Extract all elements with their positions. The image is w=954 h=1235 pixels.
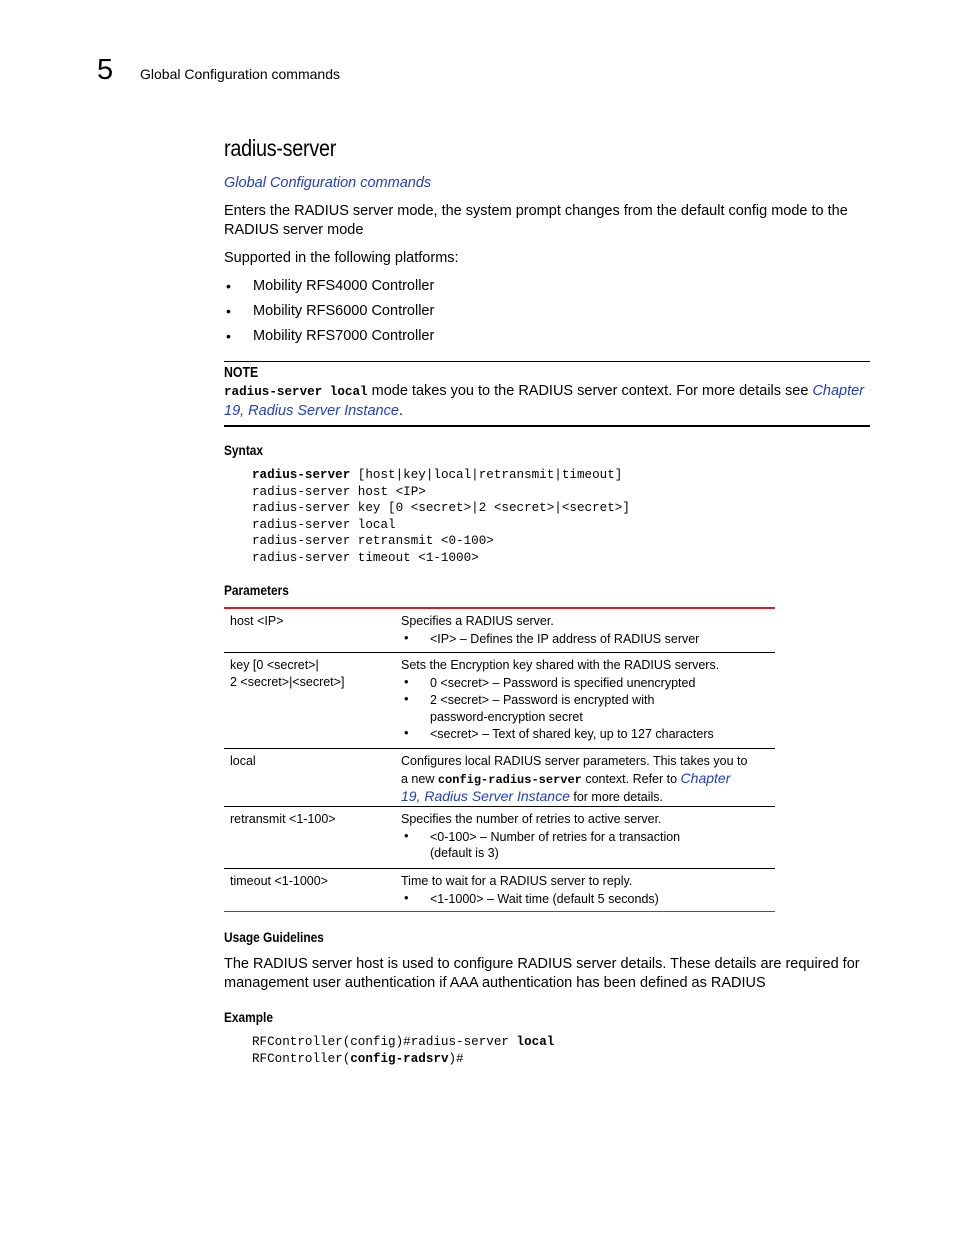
platforms-intro: Supported in the following platforms: <box>224 250 459 266</box>
example-text: )# <box>448 1051 464 1066</box>
example-code <box>252 1034 554 1067</box>
note-body: mode takes you to the RADIUS server context. For more details see <box>367 383 813 399</box>
param-name: local <box>230 754 256 768</box>
note-end: . <box>398 403 403 419</box>
example-bold: config-radsrv <box>350 1051 449 1066</box>
param-desc-text: context. Refer to <box>581 771 681 786</box>
syntax-heading: Syntax <box>224 442 264 458</box>
syntax-line: radius-server retransmit <0-100> <box>252 534 494 548</box>
usage-heading: Usage Guidelines <box>224 929 324 945</box>
param-desc-text: Sets the Encryption key shared with the RADIUS servers. <box>401 658 720 672</box>
list-item: • <secret> – Text of shared key, up to 127 characters <box>401 726 761 743</box>
param-bullets <box>401 675 761 743</box>
table-row <box>224 652 775 748</box>
example-text: RFController(config)#radius-server <box>252 1035 517 1049</box>
param-name: retransmit <1-100> <box>230 812 336 826</box>
usage-text: The RADIUS server host is used to configure RADIUS server details. These details are required for management user authentication if AAA authentication has been defined as RADIUS <box>224 956 860 991</box>
list-item: • 0 <secret> – Password is specified unencrypted <box>401 675 761 692</box>
param-desc <box>401 609 761 647</box>
param-desc-text: Specifies the number of retries to active server. <box>401 812 662 826</box>
parameters-table <box>224 607 775 912</box>
param-desc-text: Configures local RADIUS server parameters. This takes you to a new <box>401 754 748 786</box>
syntax-line: radius-server local <box>252 517 396 532</box>
param-name-line: key [0 <secret>| <box>230 658 319 672</box>
syntax-line: radius-server timeout <1-1000> <box>252 550 479 565</box>
example-heading: Example <box>224 1009 273 1025</box>
example-text: RFController( <box>252 1051 351 1066</box>
list-item: • <1-1000> – Wait time (default 5 seconds) <box>401 891 761 908</box>
param-desc <box>401 749 753 806</box>
chapter-number: 5 <box>97 54 114 86</box>
param-desc-text: for more details. <box>569 790 663 804</box>
param-bullets <box>401 891 761 908</box>
example-bold: local <box>516 1035 555 1049</box>
note-box <box>224 361 870 427</box>
intro-text: Enters the RADIUS server mode, the system prompt changes from the default config mode to the RADIUS server mode <box>224 203 848 238</box>
table-row <box>224 868 775 911</box>
note-text <box>224 382 870 421</box>
list-item: • Mobility RFS6000 Controller <box>224 302 864 327</box>
param-desc <box>401 807 761 862</box>
note-chapter-link[interactable]: Chapter 19, Radius Server Instance <box>224 383 865 419</box>
note-command: radius-server local <box>224 385 368 399</box>
table-row <box>224 748 775 806</box>
param-name <box>230 657 390 690</box>
table-row <box>224 609 775 652</box>
param-name: timeout <1-1000> <box>230 874 328 888</box>
param-bullets <box>401 829 761 862</box>
param-desc-text: Time to wait for a RADIUS server to reply. <box>401 874 633 888</box>
param-name: host <IP> <box>230 614 284 628</box>
param-bullets <box>401 631 761 648</box>
param-desc <box>401 869 761 907</box>
syntax-options: [host|key|local|retransmit|timeout] <box>350 468 623 482</box>
syntax-keyword: radius-server <box>252 468 351 482</box>
parameters-heading: Parameters <box>224 582 289 598</box>
list-item: • <IP> – Defines the IP address of RADIUS server <box>401 631 761 648</box>
platform-list <box>224 277 864 352</box>
list-item: • 2 <secret> – Password is encrypted with password-encryption secret <box>401 692 680 725</box>
syntax-code <box>252 467 630 566</box>
syntax-line: radius-server key [0 <secret>|2 <secret>|<secret>] <box>252 501 630 515</box>
param-desc-text: Specifies a RADIUS server. <box>401 614 554 628</box>
syntax-line: radius-server host <IP> <box>252 484 426 499</box>
chapter-title: Global Configuration commands <box>140 66 340 82</box>
param-desc <box>401 653 761 743</box>
list-item: • Mobility RFS4000 Controller <box>224 277 864 302</box>
note-label: NOTE <box>224 365 259 381</box>
param-name-line: 2 <secret>|<secret>] <box>230 674 345 689</box>
param-chapter-link[interactable]: Chapter 19, Radius Server Instance <box>401 769 731 804</box>
table-row <box>224 806 775 868</box>
page-title: radius-server <box>224 135 337 161</box>
param-desc-code: config-radius-server <box>437 772 582 787</box>
list-item: • <0-100> – Number of retries for a transaction (default is 3) <box>401 829 700 862</box>
list-item: • Mobility RFS7000 Controller <box>224 327 864 352</box>
breadcrumb-link[interactable]: Global Configuration commands <box>224 175 432 191</box>
